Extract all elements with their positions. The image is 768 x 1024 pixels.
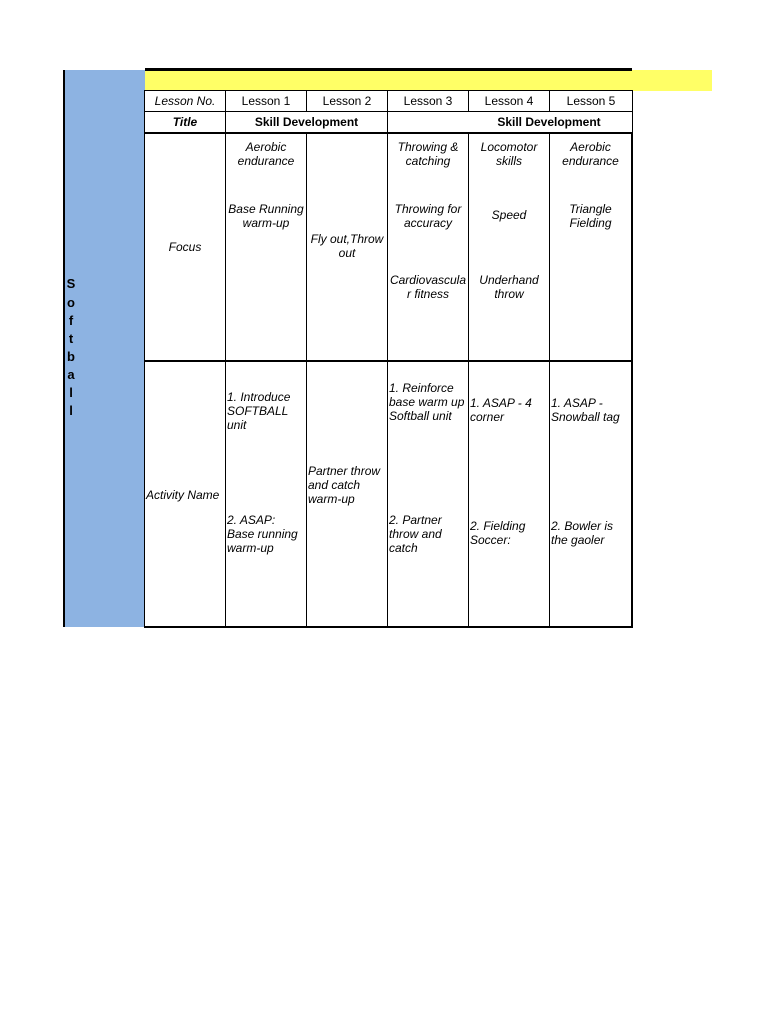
activity-lesson-5 xyxy=(549,360,633,628)
focus-text: Underhand throw xyxy=(479,273,539,301)
sidebar-letter: a xyxy=(67,367,75,382)
top-border xyxy=(145,68,632,71)
focus-text: Throwing & catching xyxy=(397,140,459,168)
focus-lesson-2 xyxy=(306,132,388,362)
focus-text: Aerobic endurance xyxy=(562,140,619,168)
activity-text: 2. Partner throw and catch xyxy=(389,513,442,555)
focus-text: Throwing for accuracy xyxy=(394,202,462,230)
sidebar-letter: t xyxy=(68,331,74,346)
activity-text: 2. Bowler is the gaoler xyxy=(551,519,614,547)
header-lesson-2: Lesson 2 xyxy=(306,90,388,112)
sidebar-letter: S xyxy=(66,276,76,291)
sidebar-letter: b xyxy=(67,349,75,364)
activity-text: 2. Fielding Soccer: xyxy=(470,519,526,547)
header-lesson-4: Lesson 4 xyxy=(468,90,550,112)
focus-lesson-3 xyxy=(387,132,469,362)
lesson-table xyxy=(144,90,633,628)
activity-text: 1. ASAP - Snowball tag xyxy=(551,396,620,424)
activity-lesson-1 xyxy=(225,360,307,628)
focus-lesson-5 xyxy=(549,132,633,362)
activity-label-cell xyxy=(144,360,226,628)
header-lesson-5: Lesson 5 xyxy=(549,90,633,112)
focus-lesson-1 xyxy=(225,132,307,362)
activity-lesson-4 xyxy=(468,360,550,628)
activity-text: 1. ASAP - 4 corner xyxy=(470,396,532,424)
header-lesson-1: Lesson 1 xyxy=(225,90,307,112)
title-label: Title xyxy=(144,111,226,133)
activity-text: Partner throw and catch warm-up xyxy=(308,464,381,506)
sidebar-letter: l xyxy=(69,403,73,418)
activity-lesson-3 xyxy=(387,360,469,628)
title-group-1: Skill Development xyxy=(225,111,388,133)
activity-label: Activity Name xyxy=(146,488,220,502)
sidebar-letter: o xyxy=(67,295,75,310)
focus-text: Fly out,Throw out xyxy=(310,232,384,260)
focus-text: Speed xyxy=(491,208,527,222)
sidebar-letter: f xyxy=(68,313,74,328)
title-group-2-cell xyxy=(387,111,633,133)
focus-text: Base Running warm-up xyxy=(228,202,304,230)
activity-text: 1. Introduce SOFTBALL unit xyxy=(227,390,291,432)
focus-text: Locomotor skills xyxy=(480,140,538,168)
sidebar-letter: l xyxy=(69,385,73,400)
focus-lesson-4 xyxy=(468,132,550,362)
focus-text: Cardiovascula r fitness xyxy=(389,273,467,301)
activity-text: 2. ASAP: Base running warm-up xyxy=(227,513,298,555)
activity-text: 1. Reinforce base warm up Softball unit xyxy=(389,381,465,423)
focus-text: Triangle Fielding xyxy=(569,202,612,230)
activity-lesson-2 xyxy=(306,360,388,628)
focus-label: Focus xyxy=(168,240,202,254)
title-group-2: Skill Development xyxy=(497,115,601,129)
focus-label-cell xyxy=(144,132,226,362)
header-lesson-3: Lesson 3 xyxy=(387,90,469,112)
header-lesson-no: Lesson No. xyxy=(144,90,226,112)
header-band xyxy=(145,70,712,91)
focus-text: Aerobic endurance xyxy=(237,140,295,168)
